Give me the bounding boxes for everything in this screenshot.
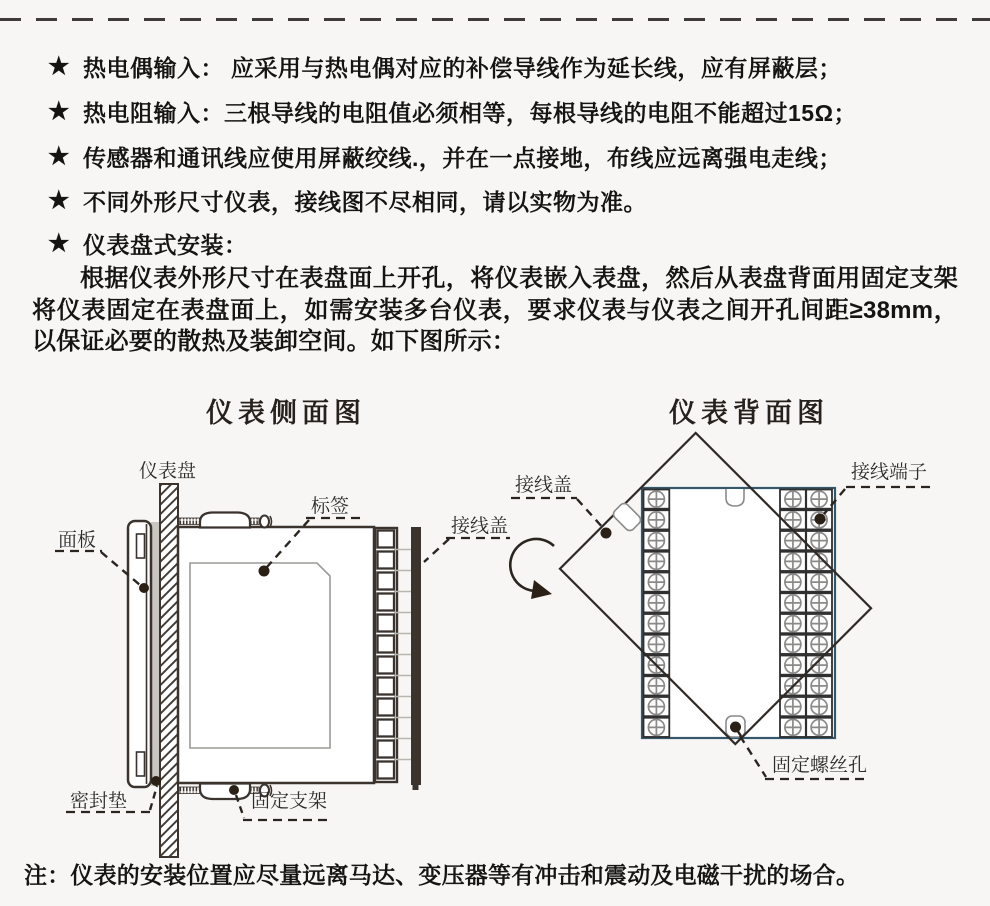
- top-bracket: [179, 513, 272, 528]
- gasket-dot: [151, 776, 161, 786]
- star-icon: ★: [48, 229, 71, 257]
- tag-dot: [259, 566, 270, 577]
- cover-latch-tab: [611, 501, 642, 532]
- ladder-cell: [378, 615, 395, 632]
- bullet-text: 传感器和通讯线应使用屏蔽绞线.，并在一点接地，布线应远离强电走线；: [83, 145, 842, 171]
- bullet-text: 热电阻输入：三根导线的电阻值必须相等，每根导线的电阻不能超过15Ω；: [83, 100, 858, 126]
- panel-label: 仪表盘: [139, 461, 197, 482]
- cover-dot-back: [601, 528, 612, 539]
- cover-label-side: 接线盖: [451, 516, 509, 537]
- ladder-cell: [378, 594, 395, 611]
- side-view-title: 仪表侧面图: [206, 398, 366, 428]
- terminal-block-label: 接线端子: [851, 462, 928, 483]
- star-icon: ★: [48, 97, 71, 125]
- star-icon: ★: [48, 186, 71, 214]
- back-view-title: 仪表背面图: [669, 398, 829, 428]
- front-panel-dot: [139, 583, 149, 593]
- rotate-arrow-icon: [510, 539, 554, 599]
- ladder-cell: [378, 678, 395, 695]
- bracket-label: 固定支架: [251, 791, 328, 812]
- ladder-cell: [378, 531, 395, 548]
- fixing-screw: [726, 716, 745, 737]
- ladder-cell: [378, 573, 395, 590]
- gasket-leader: [150, 786, 157, 810]
- ladder-cell: [378, 657, 395, 674]
- label-area: [190, 563, 330, 748]
- installation-paragraph: 根据仪表外形尺寸在表盘面上开孔，将仪表嵌入表盘，然后从表盘背面用固定支架将仪表固定在表盘面上，如需安装多台仪表，要求仪表与仪表之间开孔间距≥38mm，以保证必要的散热及装卸空间。如下图所示：: [32, 265, 958, 355]
- gasket-label: 密封垫: [70, 791, 128, 812]
- top-tab: [726, 489, 744, 506]
- bracket-dot: [229, 785, 239, 795]
- bullet-text: 仪表盘式安装：: [83, 232, 248, 258]
- side-view-diagram: [55, 460, 510, 857]
- ladder-cell: [378, 762, 395, 779]
- screw-hole-label: 固定螺丝孔: [772, 755, 868, 776]
- front-panel-label: 面板: [58, 530, 97, 551]
- ladder-cell: [378, 636, 395, 653]
- terminal-cover-bar: [411, 527, 421, 790]
- ladder-cell: [378, 741, 395, 758]
- cover-leader-back: [577, 499, 604, 529]
- terminal-block-dot: [815, 514, 826, 525]
- ladder-cell: [378, 720, 395, 737]
- back-view-diagram: [510, 433, 930, 779]
- screw-hole-leader: [740, 736, 766, 777]
- star-icon: ★: [48, 142, 71, 170]
- bullet-text: 热电偶输入： 应采用与热电偶对应的补偿导线作为延长线，应有屏蔽层；: [83, 55, 842, 81]
- ladder-cell: [378, 699, 395, 716]
- panel-hatch-bar: [160, 484, 178, 857]
- bullet-text: 不同外形尺寸仪表，接线图不尽相同，请以实物为准。: [83, 189, 648, 215]
- ladder-cell: [378, 552, 395, 569]
- tag-label: 标签: [311, 496, 350, 517]
- bottom-note: 注：仪表的安装位置应尽量远离马达、变压器等有冲击和震动及电磁干扰的场合。: [24, 862, 860, 888]
- front-panel-bezel: [128, 521, 151, 787]
- cover-label-back: 接线盖: [515, 475, 573, 496]
- star-icon: ★: [48, 52, 71, 80]
- cover-leader-side: [424, 539, 449, 562]
